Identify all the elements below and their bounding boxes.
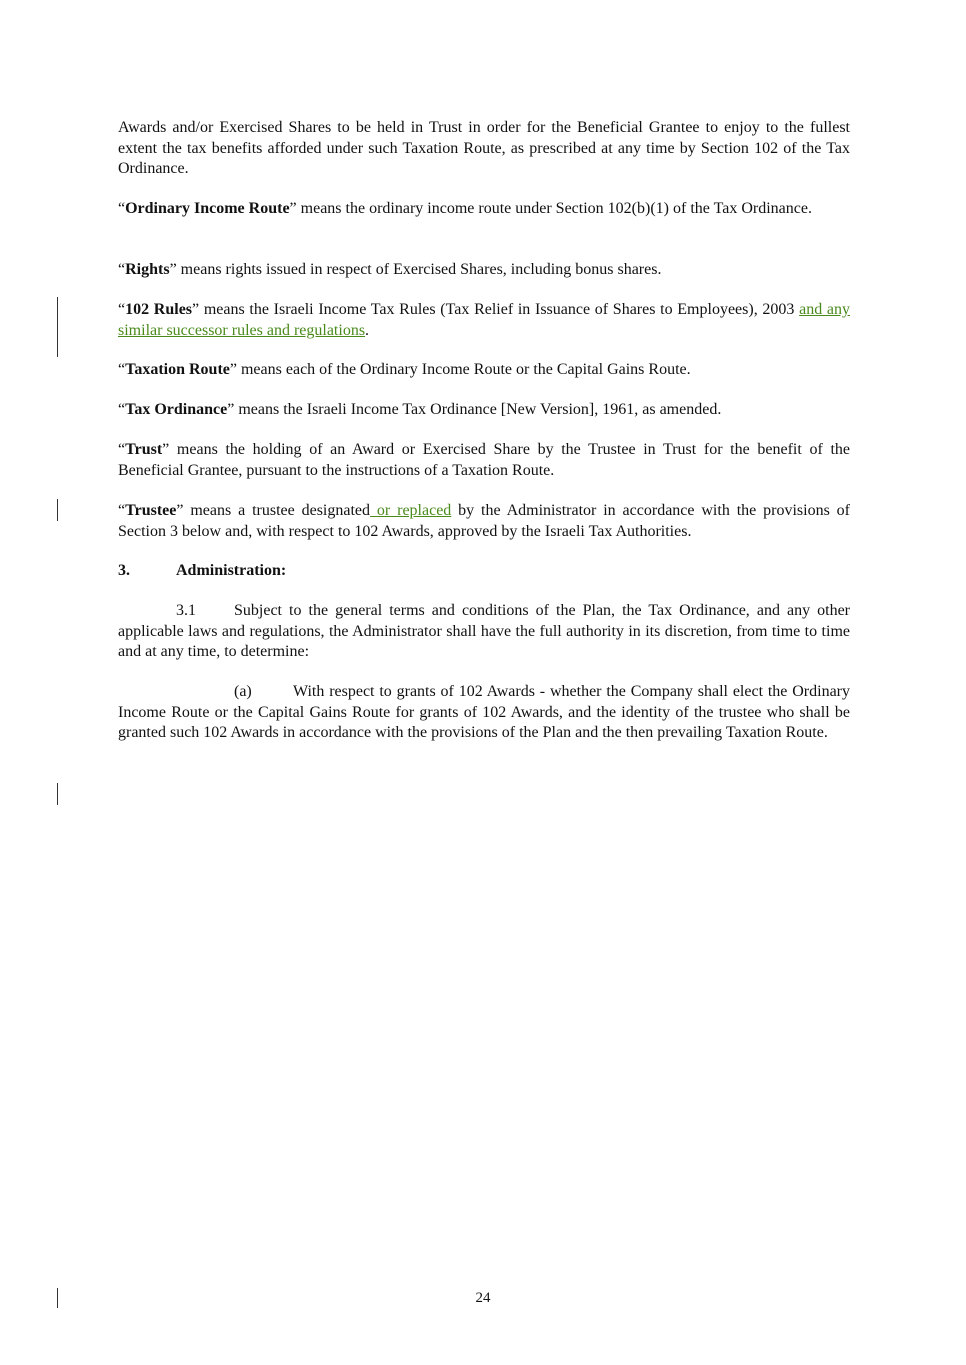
tracked-insertion: or replaced [370,502,452,519]
term-taxation-route: Taxation Route [125,361,230,378]
definition-trustee: “Trustee” means a trustee designated or replaced by the Administrator in accordance with the provisions of Section 3 below and, with respect to 102 Awards, approved by the Israeli Tax Authorities. [118,502,850,540]
definition-ordinary-income-route: “Ordinary Income Route” means the ordinary income route under Section 102(b)(1) of the Tax Ordinance. [118,200,812,217]
term-102-rules: 102 Rules [125,301,193,318]
paragraph-3-1: 3.1 Subject to the general terms and conditions of the Plan, the Tax Ordinance, and any other applicable laws and regulations, the Administrator shall have the full authority in its discretion, from time to time and at any time, to determine: [118,602,850,660]
change-bar [57,297,58,357]
paragraph-a: (a) With respect to grants of 102 Awards - whether the Company shall elect the Ordinary Income Route or the Capital Gains Route for grants of 102 Awards, and the identity of the trustee who shall be granted such 102 Awards in accordance with the provisions of the Plan and the then prevailing Taxation Route. [118,683,850,741]
section-heading [118,562,286,580]
change-bar [57,499,58,521]
term-trustee: Trustee [125,502,177,519]
term-tax-ordinance: Tax Ordinance [125,401,228,418]
change-bar [57,783,58,805]
paragraph-intro: Awards and/or Exercised Shares to be held in Trust in order for the Beneficial Grantee to enjoy to the fullest extent the tax benefits afforded under such Taxation Route, as prescribed at any time by Section 102 of the Tax Ordinance. [118,119,850,177]
definition-rights: “Rights” means rights issued in respect of Exercised Shares, including bonus shares. [118,261,662,278]
clause-number: 3.1 [176,602,196,619]
definition-trust: “Trust” means the holding of an Award or Exercised Share by the Trustee in Trust for the benefit of the Beneficial Grantee, pursuant to the instructions of a Taxation Route. [118,441,850,479]
tracked-insertion: and any similar successor rules and regulations [118,301,850,339]
term-ordinary-income-route: Ordinary Income Route [125,200,290,217]
section-number: 3. [118,562,130,579]
page-number: 24 [475,1290,491,1306]
section-title: Administration: [176,562,287,579]
definition-102-rules: “102 Rules” means the Israeli Income Tax Rules (Tax Relief in Issuance of Shares to Employees), 2003 and any similar successor rules and regulations. [118,301,850,339]
subclause-number: (a) [234,683,252,700]
definition-tax-ordinance: “Tax Ordinance” means the Israeli Income Tax Ordinance [New Version], 1961, as amended. [118,401,722,418]
term-rights: Rights [125,261,170,278]
term-trust: Trust [125,441,163,458]
definition-taxation-route: “Taxation Route” means each of the Ordinary Income Route or the Capital Gains Route. [118,361,691,378]
